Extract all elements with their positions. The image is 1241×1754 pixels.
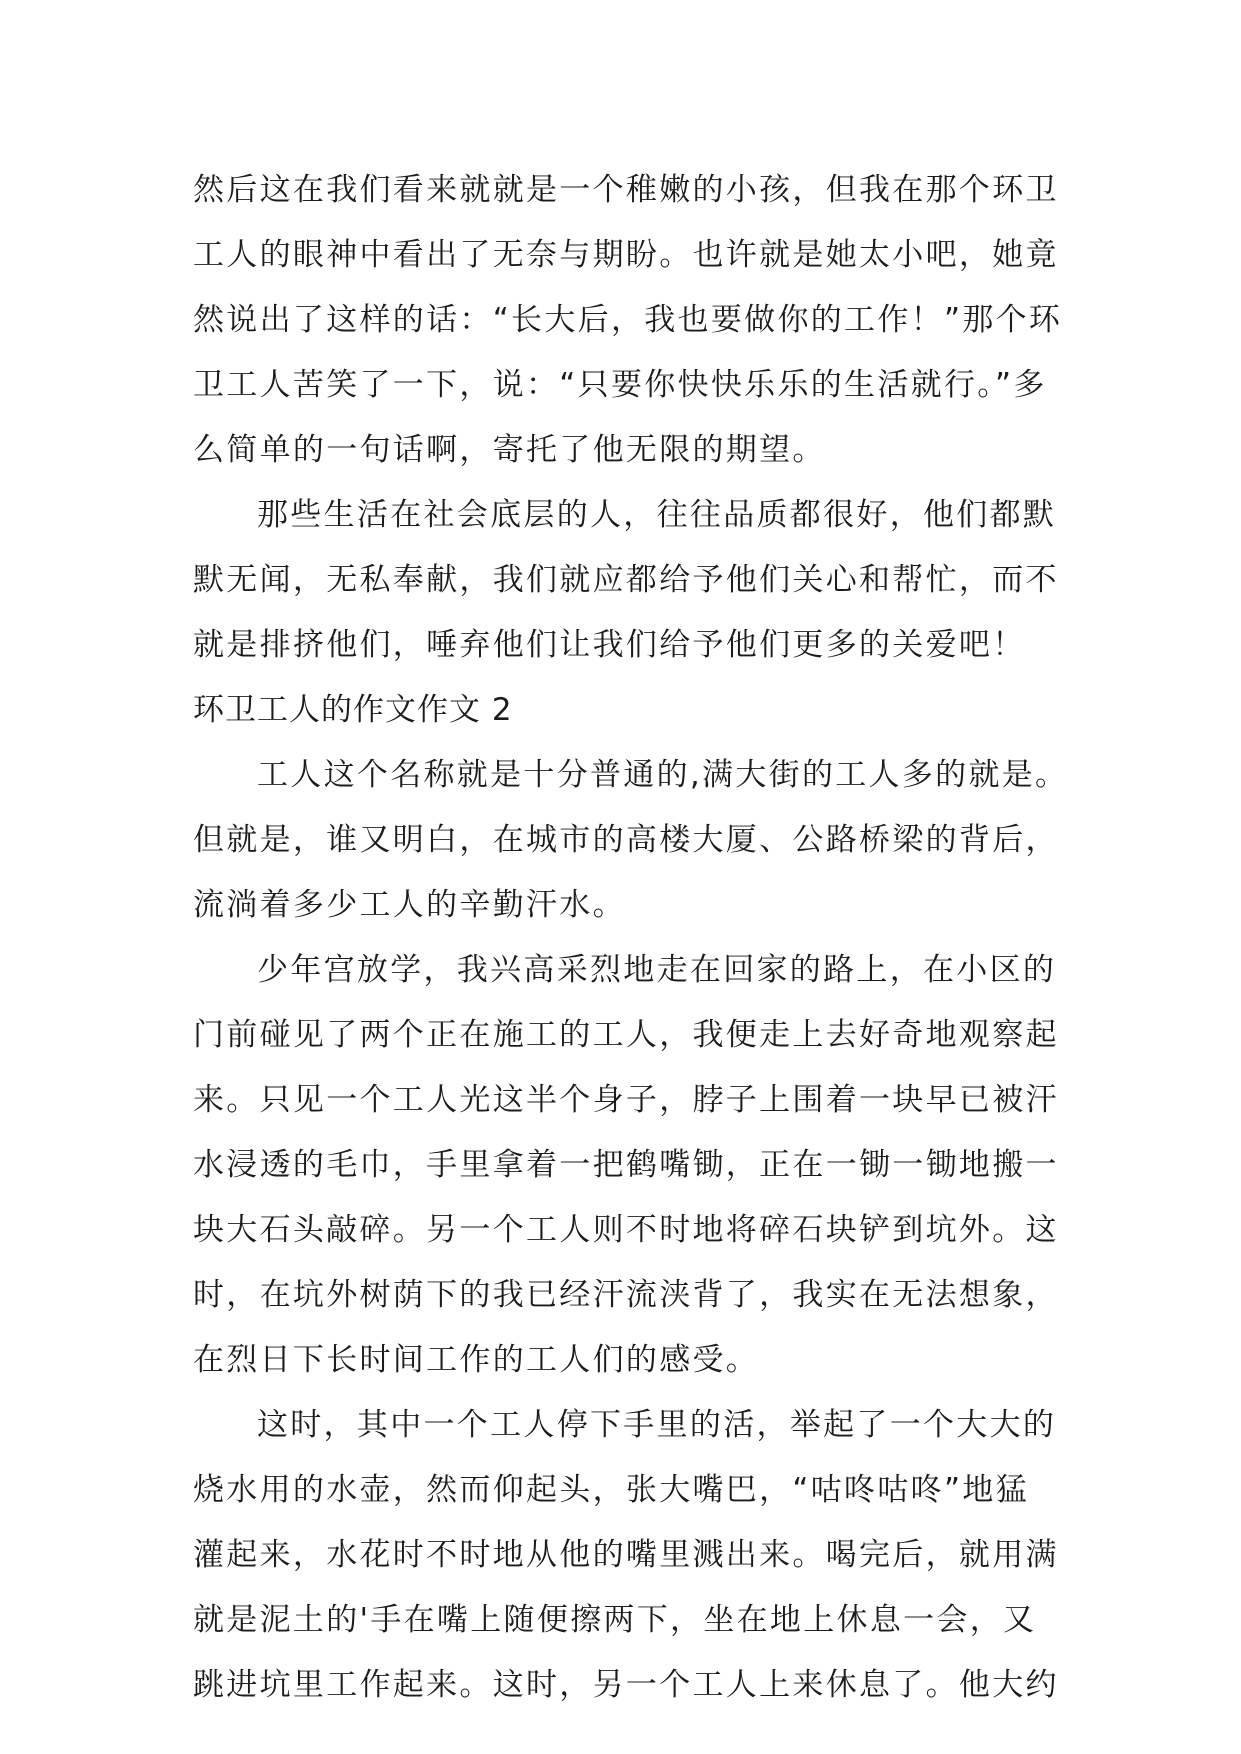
paragraph-first-line: 少年宫放学，我兴高采烈地走在回家的路上，在小区的 xyxy=(257,952,1057,988)
text-line: 工人的眼神中看出了无奈与期盼。也许就是她太小吧，她竟 xyxy=(193,237,1059,273)
text-line: 块大石头敲碎。另一个工人则不时地将碎石块铲到坑外。这 xyxy=(193,1212,1059,1248)
section-heading: 环卫工人的作文作文 2 xyxy=(193,692,513,728)
text-line: 么简单的一句话啊，寄托了他无限的期望。 xyxy=(193,432,826,468)
essay-body xyxy=(193,158,1069,1718)
paragraph-first-line: 工人这个名称就是十分普通的,满大街的工人多的就是。 xyxy=(257,757,1069,793)
paragraph-first-line: 那些生活在社会底层的人，往往品质都很好，他们都默 xyxy=(257,497,1057,533)
text-line: 流淌着多少工人的辛勤汗水。 xyxy=(193,887,626,923)
text-line: 烧水用的水壶，然而仰起头，张大嘴巴，“咕咚咕咚”地猛 xyxy=(193,1472,1029,1508)
text-line: 就是排挤他们，唾弃他们让我们给予他们更多的关爱吧！ xyxy=(193,627,1026,663)
paragraph-first-line: 这时，其中一个工人停下手里的活，举起了一个大大的 xyxy=(257,1407,1057,1443)
text-line: 门前碰见了两个正在施工的工人，我便走上去好奇地观察起 xyxy=(193,1017,1059,1053)
text-line: 卫工人苦笑了一下，说：“只要你快快乐乐的生活就行。”多 xyxy=(193,367,1047,403)
text-line: 默无闻，无私奉献，我们就应都给予他们关心和帮忙，而不 xyxy=(193,562,1059,598)
text-line: 灌起来，水花时不时地从他的嘴里溅出来。喝完后，就用满 xyxy=(193,1537,1059,1573)
text-line: 在烈日下长时间工作的工人们的感受。 xyxy=(193,1342,760,1378)
text-line: 但就是，谁又明白，在城市的高楼大厦、公路桥梁的背后， xyxy=(193,822,1059,858)
text-line: 然说出了这样的话：“长大后，我也要做你的工作！”那个环 xyxy=(193,302,1063,338)
text-line: 然后这在我们看来就就是一个稚嫩的小孩，但我在那个环卫 xyxy=(193,172,1059,208)
text-line: 跳进坑里工作起来。这时，另一个工人上来休息了。他大约 xyxy=(193,1667,1059,1703)
text-line: 时，在坑外树荫下的我已经汗流浃背了，我实在无法想象， xyxy=(193,1277,1059,1313)
text-line: 水浸透的毛巾，手里拿着一把鹤嘴锄，正在一锄一锄地搬一 xyxy=(193,1147,1059,1183)
text-line: 来。只见一个工人光这半个身子，脖子上围着一块早已被汗 xyxy=(193,1082,1059,1118)
text-line: 就是泥土的'手在嘴上随便擦两下，坐在地上休息一会，又 xyxy=(193,1602,1037,1638)
